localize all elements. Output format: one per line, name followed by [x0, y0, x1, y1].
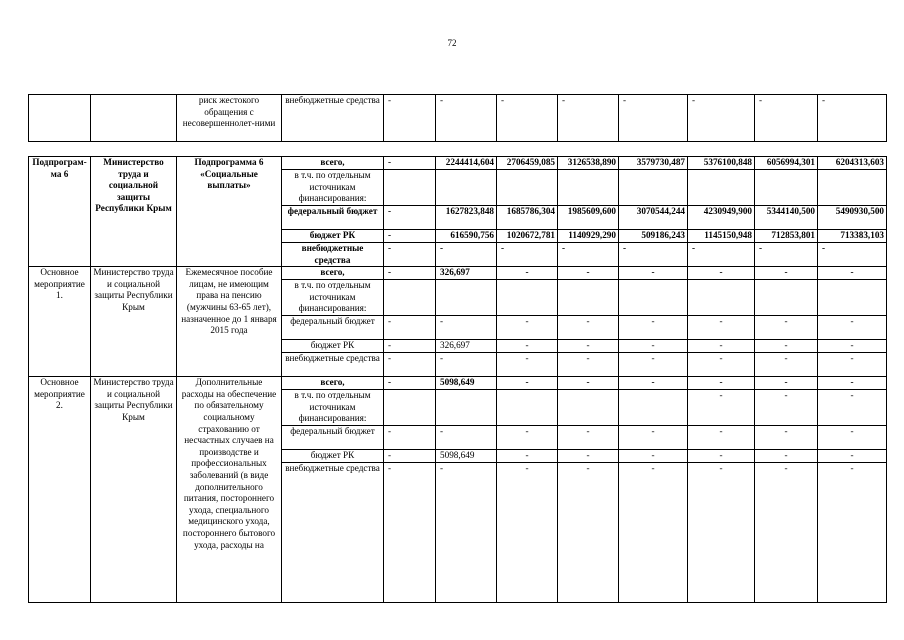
value-cell: - — [558, 426, 619, 450]
value-cell — [619, 390, 688, 426]
value-cell: - — [755, 243, 818, 267]
table-row — [29, 157, 887, 170]
value-cell: 2706459,085 — [497, 157, 558, 170]
value-cell: - — [497, 463, 558, 603]
value-cell: - — [436, 316, 497, 340]
value-cell — [558, 170, 619, 206]
value-cell: 5098,649 — [436, 450, 497, 463]
value-cell: - — [619, 353, 688, 377]
value-cell: - — [818, 243, 887, 267]
value-cell: 5376100,848 — [688, 157, 755, 170]
value-cell: 616590,756 — [436, 230, 497, 243]
value-cell: - — [619, 243, 688, 267]
value-cell: - — [558, 463, 619, 603]
value-cell: - — [755, 450, 818, 463]
value-cell — [688, 170, 755, 206]
value-cell: - — [497, 353, 558, 377]
value-cell — [436, 390, 497, 426]
value-cell: - — [497, 450, 558, 463]
value-cell — [755, 170, 818, 206]
source-cell: федеральный бюджет — [282, 426, 384, 450]
value-cell: 1145150,948 — [688, 230, 755, 243]
value-cell: 6056994,301 — [755, 157, 818, 170]
budget-table — [28, 156, 887, 603]
subprogram-title: Подпрограмма 6 «Социальные выплаты» — [177, 157, 282, 267]
source-cell: внебюджетные средства — [282, 243, 384, 267]
value-cell — [497, 170, 558, 206]
value-cell: - — [558, 340, 619, 353]
source-cell: в т.ч. по отдельным источникам финансирования: — [282, 390, 384, 426]
value-cell: - — [619, 267, 688, 280]
value-cell: - — [384, 316, 436, 340]
empty-cell — [91, 95, 177, 142]
empty-cell — [29, 95, 91, 142]
value-cell: - — [755, 426, 818, 450]
value-cell: - — [497, 316, 558, 340]
value-cell: 1140929,290 — [558, 230, 619, 243]
value-cell: - — [688, 95, 755, 142]
value-cell — [688, 280, 755, 316]
source-cell: всего, — [282, 267, 384, 280]
value-cell: - — [384, 426, 436, 450]
value-cell: - — [384, 377, 436, 390]
value-cell: - — [384, 340, 436, 353]
continuation-table — [28, 94, 887, 142]
source-cell: внебюджетные средства — [282, 463, 384, 603]
value-cell — [619, 170, 688, 206]
value-cell: 2244414,604 — [436, 157, 497, 170]
value-cell: - — [619, 426, 688, 450]
executor-cell: Министерство труда и социальной защиты Республики Крым — [91, 377, 177, 603]
value-cell — [384, 280, 436, 316]
value-cell: - — [688, 267, 755, 280]
value-cell: - — [818, 353, 887, 377]
value-cell: - — [497, 426, 558, 450]
page-number: 72 — [447, 38, 457, 48]
value-cell: - — [818, 426, 887, 450]
value-cell: - — [619, 340, 688, 353]
value-cell: 326,697 — [436, 340, 497, 353]
value-cell: - — [384, 230, 436, 243]
value-cell — [497, 390, 558, 426]
value-cell: - — [436, 95, 497, 142]
subprogram-name: Подпрограм-ма 6 — [29, 157, 91, 267]
value-cell: - — [755, 95, 818, 142]
measure-title: Дополнительные расходы на обеспечение по обязательному социальному страхованию от несчастных случаев на производстве и профессиональных заболеваний (в виде дополнительного питания, постороннего ухода, специального медицинского ухода, постороннего бытового ухода, расходы на — [177, 377, 282, 603]
value-cell: - — [688, 426, 755, 450]
value-cell — [619, 280, 688, 316]
value-cell: - — [688, 377, 755, 390]
value-cell: - — [818, 390, 887, 426]
value-cell: - — [818, 340, 887, 353]
value-cell: 1020672,781 — [497, 230, 558, 243]
value-cell: - — [755, 340, 818, 353]
value-cell: - — [497, 267, 558, 280]
value-cell: - — [619, 316, 688, 340]
value-cell: 1627823,848 — [436, 206, 497, 230]
measure-title: Ежемесячное пособие лицам, не имеющим права на пенсию (мужчины 63-65 лет), назначенное до 1 января 2015 года — [177, 267, 282, 377]
value-cell: 3126538,890 — [558, 157, 619, 170]
value-cell: 712853,801 — [755, 230, 818, 243]
value-cell: - — [619, 463, 688, 603]
source-cell: бюджет РК — [282, 230, 384, 243]
value-cell — [818, 280, 887, 316]
value-cell: - — [818, 450, 887, 463]
value-cell: - — [688, 353, 755, 377]
value-cell: - — [384, 267, 436, 280]
value-cell: - — [755, 267, 818, 280]
value-cell: - — [384, 243, 436, 267]
value-cell — [755, 280, 818, 316]
value-cell — [558, 390, 619, 426]
value-cell: - — [497, 243, 558, 267]
value-cell: - — [497, 377, 558, 390]
value-cell — [436, 170, 497, 206]
value-cell: - — [755, 353, 818, 377]
value-cell: 713383,103 — [818, 230, 887, 243]
value-cell: 1985609,600 — [558, 206, 619, 230]
value-cell: 5490930,500 — [818, 206, 887, 230]
value-cell: - — [558, 450, 619, 463]
value-cell — [818, 170, 887, 206]
source-cell: бюджет РК — [282, 340, 384, 353]
value-cell: 5098,649 — [436, 377, 497, 390]
executor-cell: Министерство труда и социальной защиты Республики Крым — [91, 267, 177, 377]
table-row — [29, 267, 887, 280]
value-cell: - — [818, 95, 887, 142]
value-cell: - — [384, 353, 436, 377]
table-row — [29, 95, 887, 142]
value-cell: - — [755, 390, 818, 426]
value-cell: - — [497, 95, 558, 142]
value-cell: - — [818, 377, 887, 390]
value-cell: - — [688, 450, 755, 463]
value-cell: 4230949,900 — [688, 206, 755, 230]
value-cell: 6204313,603 — [818, 157, 887, 170]
value-cell: - — [436, 426, 497, 450]
value-cell: - — [436, 243, 497, 267]
value-cell: - — [558, 267, 619, 280]
source-cell: внебюджетные средства — [282, 353, 384, 377]
value-cell: - — [497, 340, 558, 353]
value-cell: - — [818, 463, 887, 603]
value-cell — [384, 170, 436, 206]
value-cell: - — [818, 267, 887, 280]
source-cell: всего, — [282, 377, 384, 390]
value-cell: 3579730,487 — [619, 157, 688, 170]
value-cell — [436, 280, 497, 316]
value-cell: - — [688, 243, 755, 267]
source-cell: всего, — [282, 157, 384, 170]
value-cell: - — [558, 316, 619, 340]
source-cell: федеральный бюджет — [282, 206, 384, 230]
value-cell: 1685786,304 — [497, 206, 558, 230]
executor-cell: Министерство труда и социальной защиты Республики Крым — [91, 157, 177, 267]
value-cell — [384, 390, 436, 426]
measure-name: Основное мероприятие 1. — [29, 267, 91, 377]
value-cell: - — [384, 463, 436, 603]
value-cell: - — [688, 340, 755, 353]
value-cell: - — [558, 243, 619, 267]
source-cell: в т.ч. по отдельным источникам финансирования: — [282, 170, 384, 206]
value-cell: - — [384, 95, 436, 142]
source-cell: федеральный бюджет — [282, 316, 384, 340]
value-cell: - — [619, 377, 688, 390]
value-cell: - — [688, 390, 755, 426]
event-cell: риск жестокого обращения с несовершеннолет-ними — [177, 95, 282, 142]
source-cell: бюджет РК — [282, 450, 384, 463]
value-cell: 5344140,500 — [755, 206, 818, 230]
value-cell: - — [558, 95, 619, 142]
value-cell: - — [558, 353, 619, 377]
value-cell: - — [558, 377, 619, 390]
value-cell: - — [755, 316, 818, 340]
value-cell: - — [384, 206, 436, 230]
value-cell: 326,697 — [436, 267, 497, 280]
source-cell: в т.ч. по отдельным источникам финансирования: — [282, 280, 384, 316]
value-cell: - — [384, 157, 436, 170]
value-cell: - — [619, 95, 688, 142]
value-cell — [558, 280, 619, 316]
value-cell: - — [436, 463, 497, 603]
value-cell: - — [688, 316, 755, 340]
value-cell: - — [619, 450, 688, 463]
value-cell — [497, 280, 558, 316]
value-cell: 509186,243 — [619, 230, 688, 243]
value-cell: - — [688, 463, 755, 603]
source-cell: внебюджетные средства — [282, 95, 384, 142]
value-cell: 3070544,244 — [619, 206, 688, 230]
table-row — [29, 377, 887, 390]
value-cell: - — [818, 316, 887, 340]
value-cell: - — [755, 377, 818, 390]
measure-name: Основное мероприятие 2. — [29, 377, 91, 603]
value-cell: - — [755, 463, 818, 603]
value-cell: - — [384, 450, 436, 463]
value-cell: - — [436, 353, 497, 377]
